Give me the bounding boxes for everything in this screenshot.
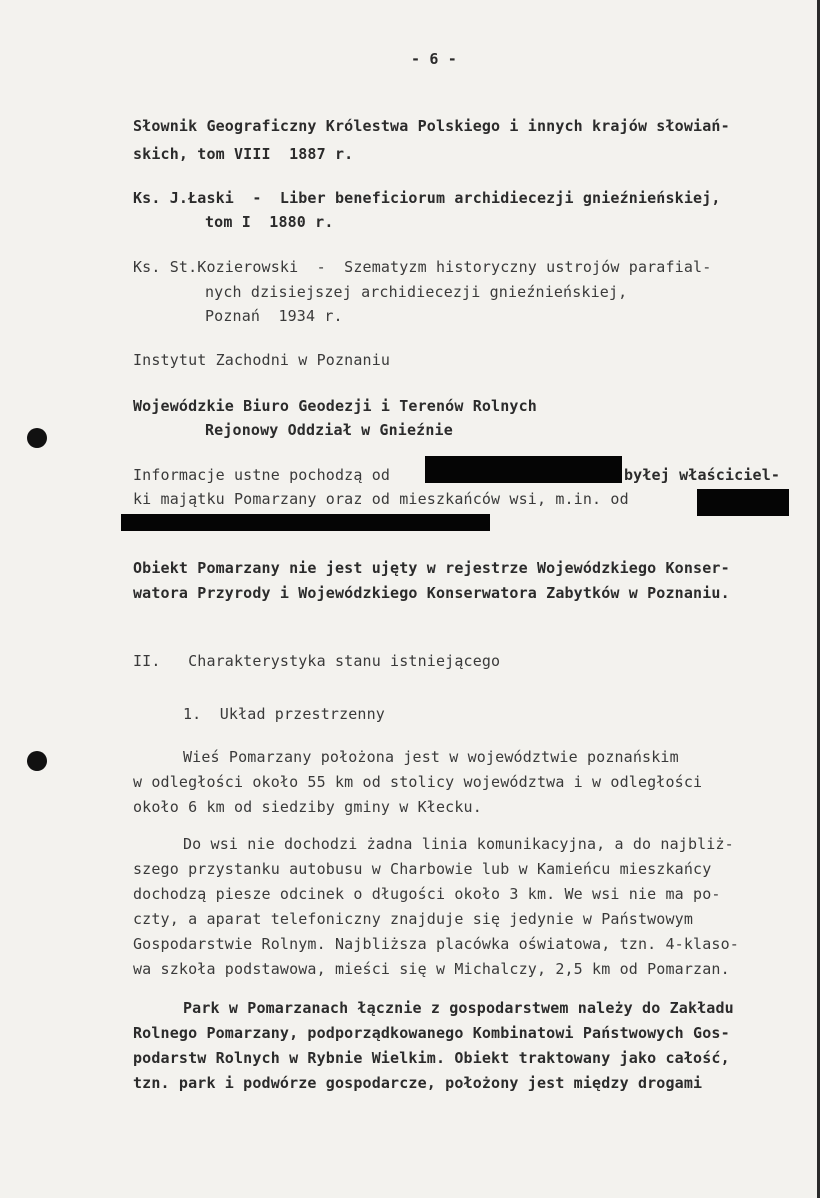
source-line: Ks. St.Kozierowski - Szematyzm historyczny ustrojów parafial- (133, 258, 712, 276)
paragraph-line: czty, a aparat telefoniczny znajduje się jedynie w Państwowym (133, 910, 694, 928)
paragraph-line: Wieś Pomarzany położona jest w województwie poznańskim (183, 748, 679, 766)
paragraph-line: dochodzą piesze odcinek o długości około 3 km. We wsi nie ma po- (133, 885, 721, 903)
paragraph-line: Do wsi nie dochodzi żadna linia komunikacyjna, a do najbliż- (183, 835, 734, 853)
paragraph-line: Park w Pomarzanach łącznie z gospodarstwem należy do Zakładu (183, 999, 734, 1017)
section-heading: II. Charakterystyka stanu istniejącego (133, 652, 501, 670)
paragraph-line: wa szkoła podstawowa, mieści się w Michalczy, 2,5 km od Pomarzan. (133, 960, 730, 978)
source-line: nych dzisiejszej archidiecezji gnieźnieńskiej, (205, 283, 628, 301)
paragraph-line: około 6 km od siedziby gminy w Kłecku. (133, 798, 482, 816)
oral-info-line: Informacje ustne pochodzą od (133, 466, 391, 484)
paragraph-line: szego przystanku autobusu w Charbowie lub w Kamieńcu mieszkańcy (133, 860, 712, 878)
redaction-bar (697, 489, 789, 516)
paragraph-line: tzn. park i podwórze gospodarcze, położony jest między drogami (133, 1074, 703, 1092)
source-line: tom I 1880 r. (205, 213, 334, 231)
paragraph-line: Rolnego Pomarzany, podporządkowanego Kombinatowi Państwowych Gos- (133, 1024, 730, 1042)
punch-hole-top (27, 428, 47, 448)
registry-note-line: Obiekt Pomarzany nie jest ujęty w rejestrze Wojewódzkiego Konser- (133, 559, 730, 577)
source-line: Wojewódzkie Biuro Geodezji i Terenów Rolnych (133, 397, 537, 415)
source-line: skich, tom VIII 1887 r. (133, 145, 354, 163)
source-line: Ks. J.Łaski - Liber beneficiorum archidiecezji gnieźnieńskiej, (133, 189, 721, 207)
source-line: Słownik Geograficzny Królestwa Polskiego i innych krajów słowiań- (133, 117, 730, 135)
source-line: Poznań 1934 r. (205, 307, 343, 325)
page-number: - 6 - (411, 50, 457, 68)
registry-note-line: watora Przyrody i Wojewódzkiego Konserwatora Zabytków w Poznaniu. (133, 584, 730, 602)
subsection-heading: 1. Układ przestrzenny (183, 705, 385, 723)
oral-info-line: byłej właściciel- (624, 466, 781, 484)
source-line: Rejonowy Oddział w Gnieźnie (205, 421, 453, 439)
paragraph-line: Gospodarstwie Rolnym. Najbliższa placówka oświatowa, tzn. 4-klaso- (133, 935, 739, 953)
redaction-bar (425, 456, 622, 483)
paragraph-line: podarstw Rolnych w Rybnie Wielkim. Obiekt traktowany jako całość, (133, 1049, 730, 1067)
oral-info-line: ki majątku Pomarzany oraz od mieszkańców wsi, m.in. od (133, 490, 629, 508)
source-line: Instytut Zachodni w Poznaniu (133, 351, 391, 369)
paragraph-line: w odległości około 55 km od stolicy województwa i w odległości (133, 773, 703, 791)
redaction-bar (121, 514, 490, 531)
punch-hole-bottom (27, 751, 47, 771)
